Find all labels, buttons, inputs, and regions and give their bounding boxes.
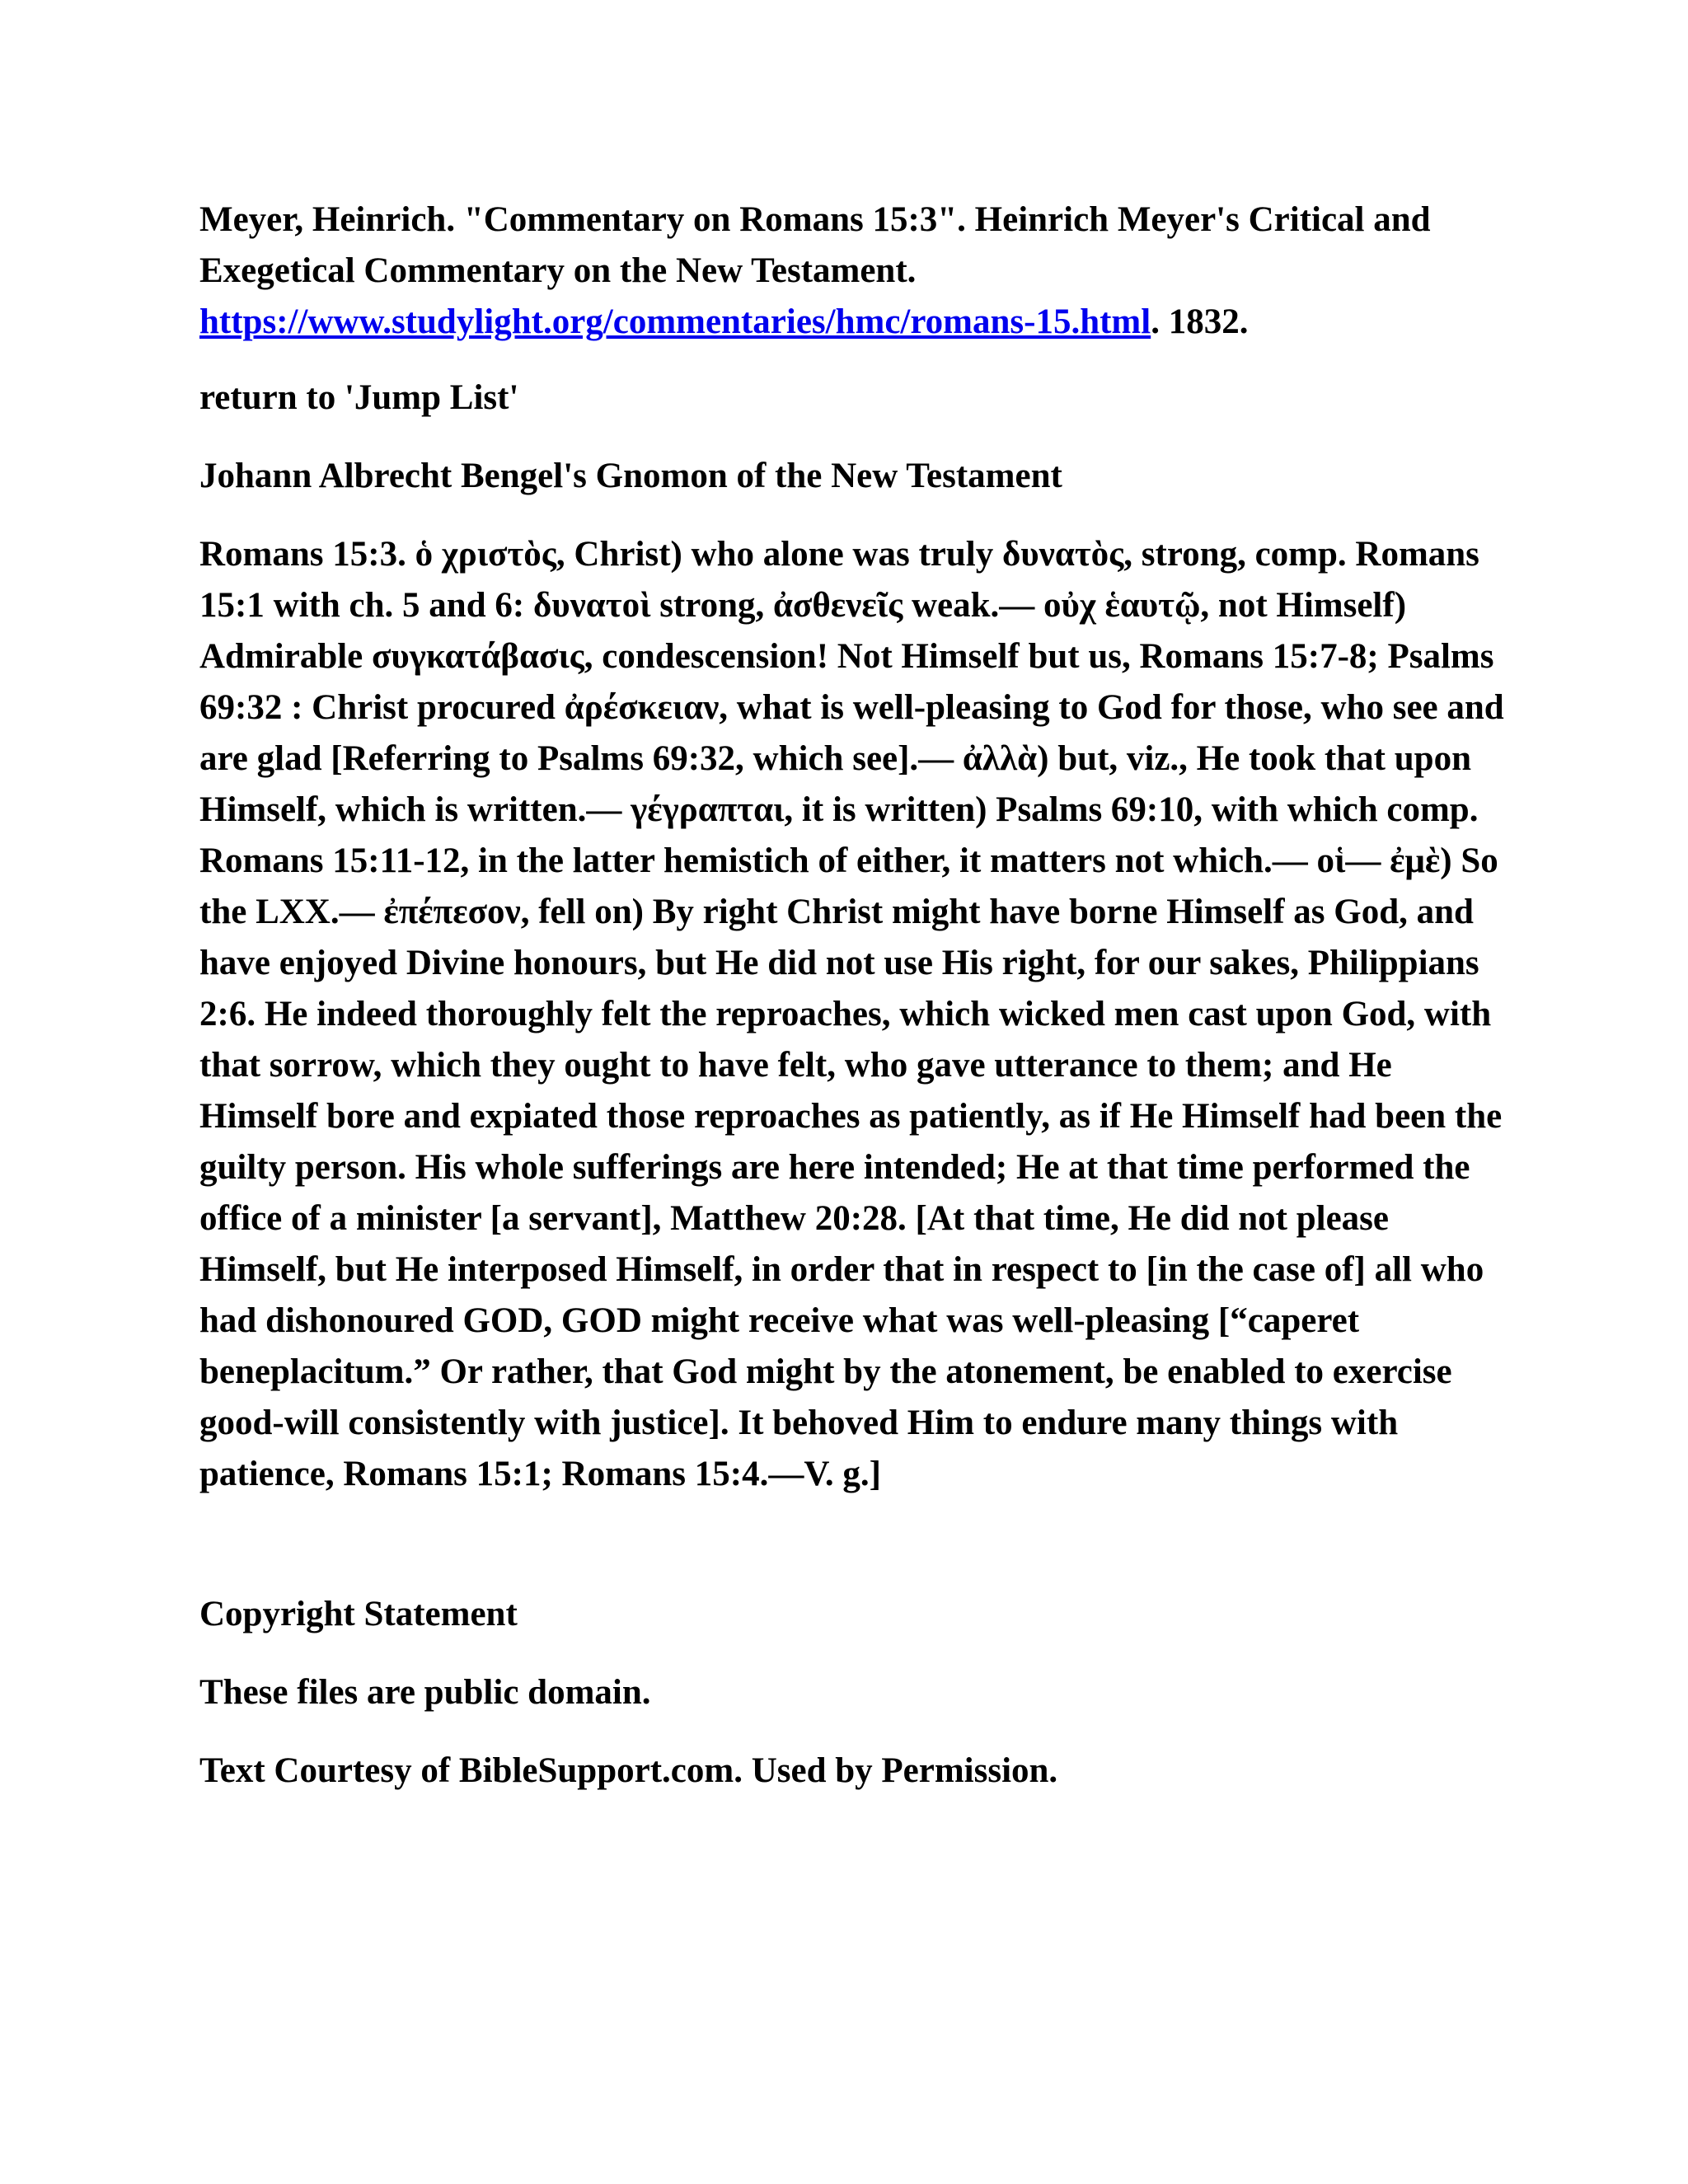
citation-year: . 1832. bbox=[1151, 302, 1249, 341]
citation-text: Meyer, Heinrich. "Commentary on Romans 15:3". Heinrich Meyer's Critical and Exegetical Commentary on the New Testament. bbox=[199, 200, 1431, 290]
public-domain-note: These files are public domain. bbox=[199, 1673, 651, 1712]
studylight-link[interactable]: https://www.studylight.org/commentaries/hmc/romans-15.html bbox=[199, 302, 1151, 341]
courtesy-note: Text Courtesy of BibleSupport.com. Used by Permission. bbox=[199, 1751, 1058, 1790]
jump-list-link[interactable]: return to 'Jump List' bbox=[199, 378, 519, 417]
citation bbox=[199, 194, 1510, 348]
commentary-heading: Johann Albrecht Bengel's Gnomon of the New Testament bbox=[199, 457, 1062, 495]
commentary-body: Romans 15:3. ὁ χριστὸς, Christ) who alone was truly δυνατὸς, strong, comp. Romans 15:1 with ch. 5 and 6: δυνατοὶ strong, ἀσθενεῖς weak.— οὐχ ἑαυτῷ, not Himself) Admirable συγκατάβασις, condescension! Not Himself but us, Romans 15:7-8; Psalms 69:32 : Christ procured ἀρέσκειαν, what is well-pleasing to God for those, who see and are glad [Referring to Psalms 69:32, which see].— ἀλλὰ) but, viz., He took that upon Himself, which is written.— γέγραπται, it is written) Psalms 69:10, with which comp. Romans 15:11-12, in the latter hemistich of either, it matters not which.— οἱ— ἐμὲ) So the LXX.— ἐπέπεσον, fell on) By right Christ might have borne Himself as God, and have enjoyed Divine honours, but He did not use His right, for our sakes, Philippians 2:6. He indeed thoroughly felt the reproaches, which wicked men cast upon God, with that sorrow, which they ought to have felt, who gave utterance to them; and He Himself bore and expiated those reproaches as patiently, as if He Himself had been the guilty person. His whole sufferings are here intended; He at that time performed the office of a minister [a servant], Matthew 20:28. [At that time, He did not please Himself, but He interposed Himself, in order that in respect to [in the case of] all who had dishonoured GOD, GOD might receive what was well-pleasing [“caperet beneplacitum.” Or rather, that God might by the atonement, be enabled to exercise good-will consistently with justice]. It behoved Him to endure many things with patience, Romans 15:1; Romans 15:4.—V. g.] bbox=[199, 535, 1504, 1493]
copyright-title: Copyright Statement bbox=[199, 1595, 518, 1633]
document-page bbox=[199, 194, 1510, 1797]
